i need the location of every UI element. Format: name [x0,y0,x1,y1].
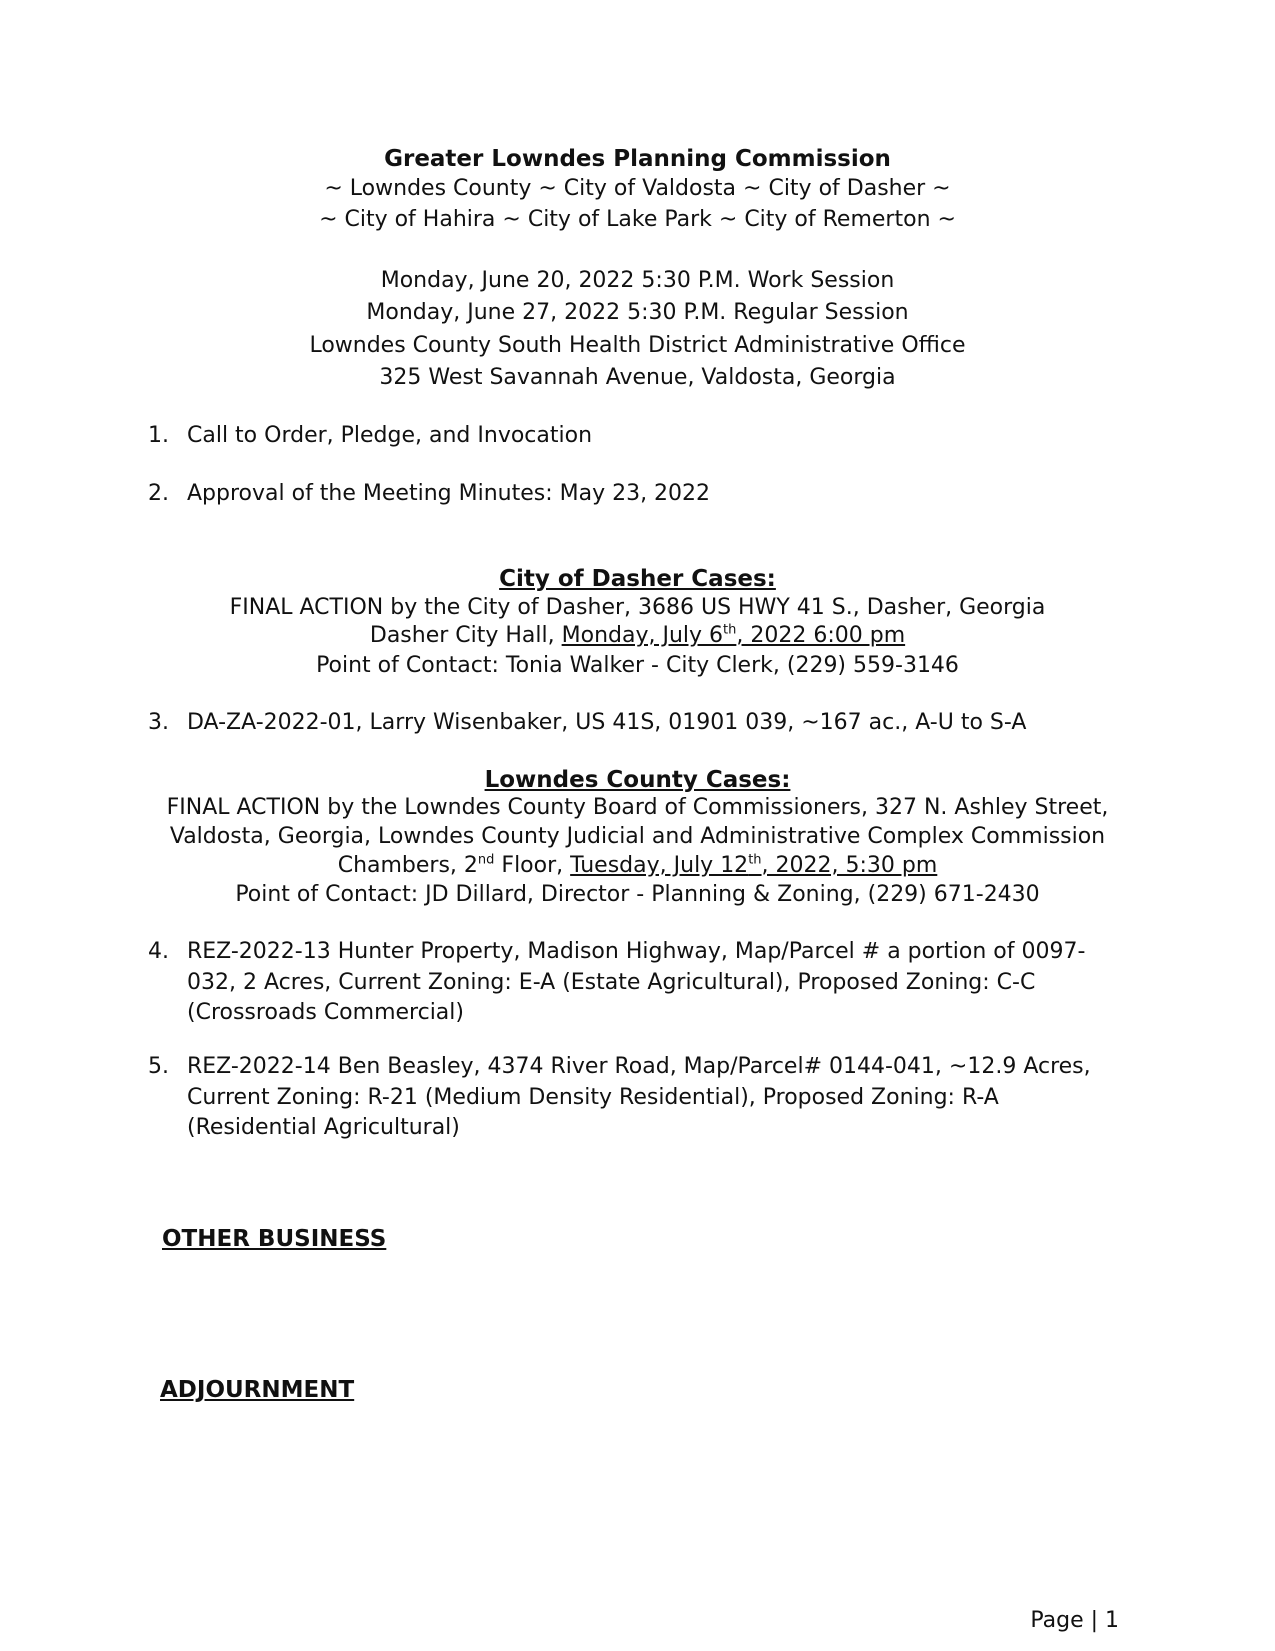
work-session-date: Monday, June 20, 2022 5:30 P.M. Work Session [380,268,895,293]
lowndes-final-action-line-1: FINAL ACTION by the Lowndes County Board of Commissioners, 327 N. Ashley Street, [166,795,1109,820]
cities-line-2: ~ City of Hahira ~ City of Lake Park ~ City of Remerton ~ [319,207,956,232]
agenda-item-number: 2. [148,481,169,506]
agenda-item-number: 3. [148,710,169,735]
agenda-item-text: REZ-2022-13 Hunter Property, Madison Highway, Map/Parcel # a portion of 0097-032, 2 Acres, Current Zoning: E-A (Estate Agricultural), Proposed Zoning: C-C (Crossroads Commercial) [187,939,1086,1025]
other-business-heading: OTHER BUSINESS [162,1226,387,1252]
dasher-section-heading: City of Dasher Cases: [499,566,776,592]
dasher-meeting-line [0,621,1275,651]
meeting-location-name: Lowndes County South Health District Administrative Office [309,333,966,358]
agenda-item-number: 5. [148,1054,169,1079]
dasher-contact: Point of Contact: Tonia Walker - City Clerk, (229) 559-3146 [316,653,959,678]
agenda-item-number: 1. [148,423,169,448]
lowndes-meeting-line: Chambers, 2nd Floor, Tuesday, July 12th, 2022, 5:30 pm [337,852,938,878]
dasher-hall-label: Dasher City Hall, [369,623,562,648]
page-title: Greater Lowndes Planning Commission [384,146,891,172]
agenda-item-text: REZ-2022-14 Ben Beasley, 4374 River Road, Map/Parcel# 0144-041, ~12.9 Acres, Current Zoning: R-21 (Medium Density Residential), Proposed Zoning: R-A (Residential Agricultural) [187,1054,1091,1140]
dasher-final-action: FINAL ACTION by the City of Dasher, 3686 US HWY 41 S., Dasher, Georgia [229,595,1046,620]
agenda-item-number: 4. [148,939,169,964]
lowndes-section-heading: Lowndes County Cases: [484,767,791,793]
lowndes-final-action-line-2: Valdosta, Georgia, Lowndes County Judicial and Administrative Complex Commission [169,824,1106,849]
regular-session-date: Monday, June 27, 2022 5:30 P.M. Regular Session [366,300,909,325]
cities-line-1: ~ Lowndes County ~ City of Valdosta ~ City of Dasher ~ [324,176,951,201]
agenda-item-text: Call to Order, Pledge, and Invocation [187,423,593,448]
lowndes-contact: Point of Contact: JD Dillard, Director - Planning & Zoning, (229) 671-2430 [235,882,1040,907]
dasher-meeting-date: Monday, July 6th, 2022 6:00 pm [561,622,906,648]
lowndes-meeting-date: Tuesday, July 12th, 2022, 5:30 pm [570,852,938,878]
agenda-item-text: DA-ZA-2022-01, Larry Wisenbaker, US 41S, 01901 039, ~167 ac., A-U to S-A [187,710,1027,735]
adjournment-heading: ADJOURNMENT [160,1377,355,1403]
meeting-location-address: 325 West Savannah Avenue, Valdosta, Georgia [379,365,896,390]
agenda-item-text: Approval of the Meeting Minutes: May 23, 2022 [187,481,711,506]
page-number: Page | 1 [1030,1608,1119,1633]
